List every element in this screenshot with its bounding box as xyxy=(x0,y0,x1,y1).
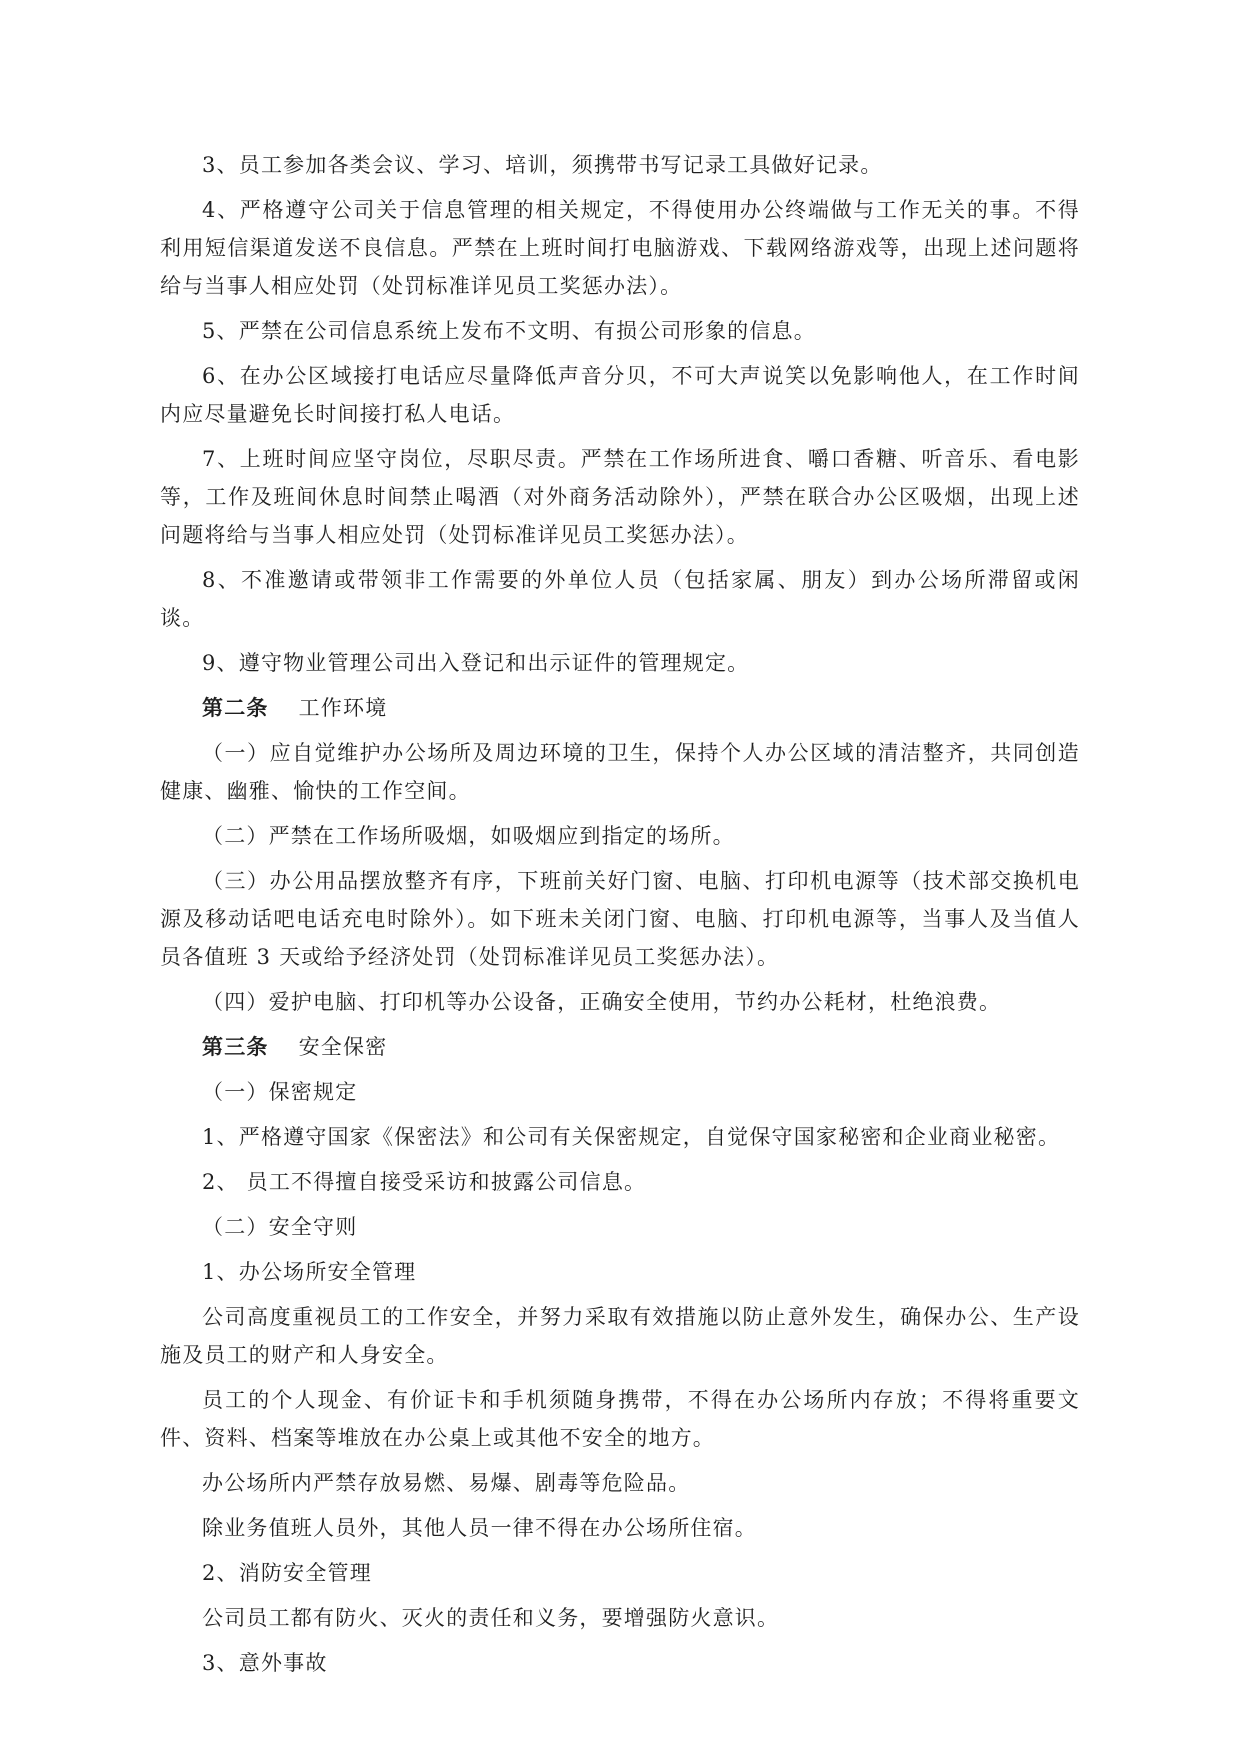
paragraph-hazardous-materials: 办公场所内严禁存放易燃、易爆、剧毒等危险品。 xyxy=(202,1471,691,1495)
paragraph-no-lodging: 除业务值班人员外，其他人员一律不得在办公场所住宿。 xyxy=(202,1516,757,1540)
document-page xyxy=(160,146,1080,1689)
paragraph-workplace-safety: 公司高度重视员工的工作安全，并努力采取有效措施以防止意外发生，确保办公、生产设施及员工的财产和人身安全。 xyxy=(160,1305,1080,1367)
paragraph-information-management: 4、严格遵守公司关于信息管理的相关规定，不得使用办公终端做与工作无关的事。不得利用短信渠道发送不良信息。严禁在上班时间打电脑游戏、下载网络游戏等，出现上述问题将给与当事人相应处罚（处罚标准详见员工奖惩办法）。 xyxy=(160,198,1080,298)
paragraph-info-system-conduct: 5、严禁在公司信息系统上发布不文明、有损公司形象的信息。 xyxy=(202,319,816,343)
paragraph-no-interviews: 2、 员工不得擅自接受采访和披露公司信息。 xyxy=(202,1170,647,1194)
section-heading-security xyxy=(160,1028,1080,1066)
section-title: 安全保密 xyxy=(298,1035,388,1059)
section-heading-work-environment xyxy=(160,689,1080,727)
paragraph-office-supplies: （三）办公用品摆放整齐有序，下班前关好门窗、电脑、打印机电源等（技术部交换机电源及移动话吧电话充电时除外）。如下班未关闭门窗、电脑、打印机电源等，当事人及当值人员各值班 3 天或给予经济处罚（处罚标准详见员工奖惩办法）。 xyxy=(160,869,1080,969)
paragraph-no-smoking: （二）严禁在工作场所吸烟，如吸烟应到指定的场所。 xyxy=(202,824,735,848)
paragraph-confidentiality-law: 1、严格遵守国家《保密法》和公司有关保密规定，自觉保守国家秘密和企业商业秘密。 xyxy=(202,1125,1061,1149)
section-number: 第二条 xyxy=(202,695,269,720)
paragraph-office-safety-heading: 1、办公场所安全管理 xyxy=(202,1260,417,1284)
paragraph-equipment-care: （四）爱护电脑、打印机等办公设备，正确安全使用，节约办公耗材，杜绝浪费。 xyxy=(202,990,1002,1014)
paragraph-work-duties: 7、上班时间应坚守岗位，尽职尽责。严禁在工作场所进食、嚼口香糖、听音乐、看电影等，工作及班间休息时间禁止喝酒（对外商务活动除外），严禁在联合办公区吸烟，出现上述问题将给与当事人相应处罚（处罚标准详见员工奖惩办法）。 xyxy=(160,447,1080,547)
paragraph-fire-responsibility: 公司员工都有防火、灭火的责任和义务，要增强防火意识。 xyxy=(202,1606,780,1630)
paragraph-visitors: 8、不准邀请或带领非工作需要的外单位人员（包括家属、朋友）到办公场所滞留或闲谈。 xyxy=(160,568,1080,630)
paragraph-accidents-heading: 3、意外事故 xyxy=(202,1651,328,1675)
paragraph-confidentiality-heading: （一）保密规定 xyxy=(202,1080,358,1104)
section-number: 第三条 xyxy=(202,1034,269,1059)
paragraph-meeting-records: 3、员工参加各类会议、学习、培训，须携带书写记录工具做好记录。 xyxy=(202,153,883,177)
paragraph-property-registration: 9、遵守物业管理公司出入登记和出示证件的管理规定。 xyxy=(202,651,750,675)
paragraph-fire-safety-heading: 2、消防安全管理 xyxy=(202,1561,372,1585)
paragraph-safety-rules-heading: （二）安全守则 xyxy=(202,1215,358,1239)
section-title: 工作环境 xyxy=(298,696,388,720)
paragraph-personal-valuables: 员工的个人现金、有价证卡和手机须随身携带，不得在办公场所内存放；不得将重要文件、资料、档案等堆放在办公桌上或其他不安全的地方。 xyxy=(160,1388,1080,1450)
paragraph-phone-etiquette: 6、在办公区域接打电话应尽量降低声音分贝，不可大声说笑以免影响他人，在工作时间内应尽量避免长时间接打私人电话。 xyxy=(160,364,1080,426)
paragraph-hygiene: （一）应自觉维护办公场所及周边环境的卫生，保持个人办公区域的清洁整齐，共同创造健康、幽雅、愉快的工作空间。 xyxy=(160,741,1080,803)
